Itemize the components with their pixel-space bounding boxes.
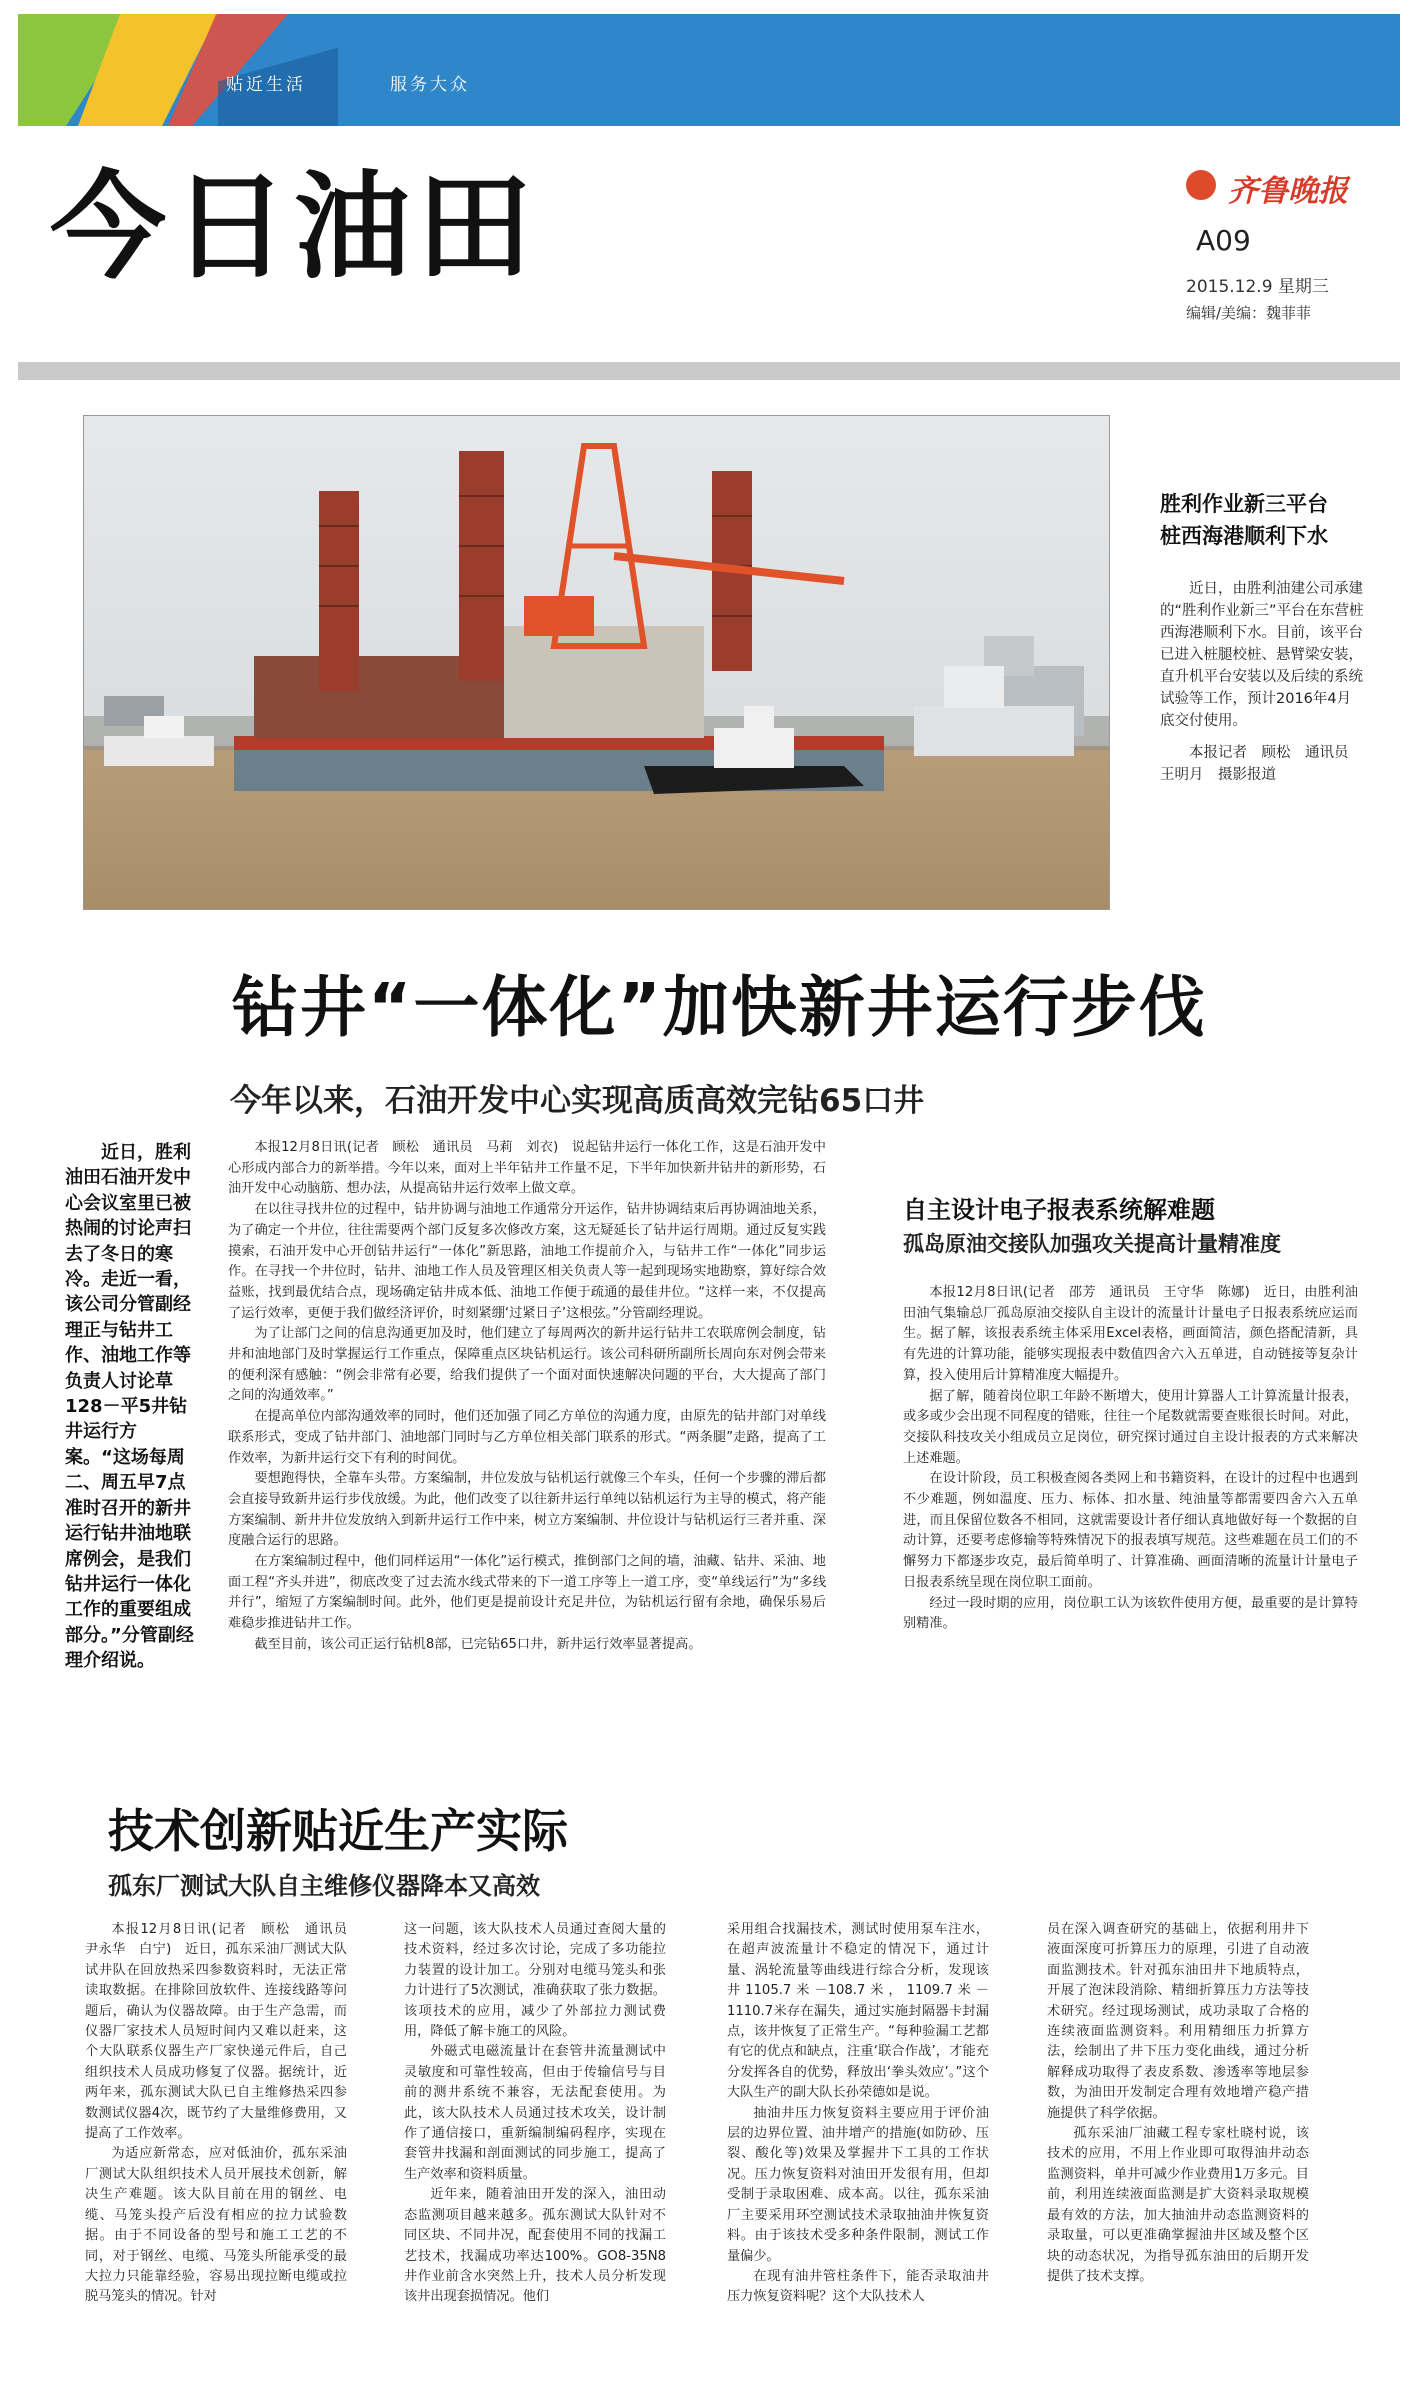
main-article-body bbox=[228, 1138, 826, 1656]
article-paragraph: 抽油井压力恢复资料主要应用于评价油层的边界位置、油井增产的措施(如防砂、压裂、酸化等)效果及掌握井下工具的工作状况。压力恢复资料对油田开发很有用，但却受制于录取困难、成本高。以往，孤东采油厂主要采用环空测试技术录取抽油井恢复资料。由于该技术受多种条件限制，测试工作量偏少。 bbox=[727, 2105, 989, 2264]
article-paragraph: 孤东采油厂油藏工程专家杜晓村说，该技术的应用，不用上作业即可取得油井动态监测资料，单井可减少作业费用1万多元。目前，利用连续液面监测是扩大资料录取规模最有效的方法，加大抽油井动态监测资料的录取量，可以更准确掌握油井区域及整个区块的动态状况，为指导孤东油田的后期开发提供了技术支撑。 bbox=[1047, 2126, 1309, 2284]
article-paragraph: 在设计阶段，员工积极查阅各类网上和书籍资料，在设计的过程中也遇到不少难题，例如温度、压力、标体、扣水量、纯油量等都需要四舍六入五单进，而且保留位数各不相同，这就需要设计者仔细认真地做好每一个数据的自动计算，还要考虑修输等特殊情况下的报表填写规范。这些难题在员工们的不懈努力下都逐步攻克，最后简单明了、计算准确、画面清晰的流量计计量电子日报表系统呈现在岗位职工面前。 bbox=[903, 1471, 1358, 1590]
bottom-subheadline: 孤东厂测试大队自主维修仪器降本又高效 bbox=[108, 1872, 540, 1900]
photo-title-line-2: 桩西海港顺利下水 bbox=[1160, 524, 1328, 548]
banner-slogan-2: 服务大众 bbox=[390, 75, 470, 95]
photo-caption: 近日，由胜利油建公司承建的“胜利作业新三”平台在东营桩西海港顺利下水。目前，该平台已进入桩腿校桩、悬臂梁安装，直升机平台安装以及后续的系统试验等工作，预计2016年4月底交付使用。 bbox=[1160, 581, 1364, 729]
photo-title-line-1: 胜利作业新三平台 bbox=[1160, 492, 1328, 516]
article-paragraph: 为适应新常态，应对低油价，孤东采油厂测试大队组织技术人员开展技术创新，解决生产难题。该大队目前在用的钢丝、电缆、马笼头投产后没有相应的拉力试验数据。由于不同设备的型号和施工工艺的不同，对于钢丝、电缆、马笼头所能承受的最大拉力只能靠经验，容易出现拉断电缆或拉脱马笼头的情况。针对 bbox=[85, 2146, 347, 2305]
article-paragraph: 本报12月8日讯(记者 顾松 通讯员 马莉 刘衣) 说起钻井运行一体化工作，这是石油开发中心形成内部合力的新举措。今年以来，面对上半年钻井工作量不足，下半年加快新井钻井的新形势，石油开发中心动脑筋、想办法，从提高钻井运行效率上做文章。 bbox=[228, 1140, 826, 1197]
article-paragraph: 据了解，随着岗位职工年龄不断增大，使用计算器人工计算流量计报表，或多或少会出现不同程度的错账，往往一个尾数就需要查账很长时间。对此，交接队科技攻关小组成员立足岗位，研究探讨通过自主设计报表的方式来解决上述难题。 bbox=[903, 1388, 1358, 1466]
side-subheadline: 孤岛原油交接队加强攻关提高计量精准度 bbox=[903, 1232, 1281, 1256]
article-paragraph: 经过一段时期的应用，岗位职工认为该软件使用方便，最重要的是计算特别精准。 bbox=[903, 1595, 1358, 1632]
publication-logo: 齐鲁晚报 bbox=[1228, 174, 1348, 209]
article-paragraph: 在现有油井管柱条件下，能否录取油井压力恢复资料呢？这个大队技术人 bbox=[727, 2268, 989, 2305]
issue-date: 2015.12.9 星期三 bbox=[1186, 277, 1329, 297]
article-paragraph: 本报12月8日讯(记者 顾松 通讯员 尹永华 白宁) 近日，孤东采油厂测试大队试井队在回放热采四参数资料时，无法正常读取数据。在排除回放软件、连接线路等问题后，确认为仪器故障。由于生产急需，而仪器厂家技术人员短时间内又难以赶来，这个大队联系仪器生产厂家快递元件后，自己组织技术人员成功修复了仪器。据统计，近两年来，孤东测试大队已自主维修热采四参数测试仪器4次，既节约了大量维修费用，又提高了工作效率。 bbox=[85, 1922, 361, 2142]
article-paragraph: 这一问题，该大队技术人员通过查阅大量的技术资料，经过多次讨论，完成了多功能拉力装置的设计加工。分别对电缆马笼头和张力计进行了5次测试，准确获取了张力数据。该项技术的应用，减少了外部拉力测试费用，降低了解卡施工的风险。 bbox=[404, 1922, 666, 2040]
bottom-headline: 技术创新贴近生产实际 bbox=[108, 1804, 568, 1858]
bottom-article-column-3 bbox=[727, 1920, 989, 2308]
news-photo-platform bbox=[83, 415, 1110, 910]
main-lead: 近日，胜利油田石油开发中心会议室里已被热闹的讨论声扫去了冬日的寒冷。走近一看，该公司分管副经理正与钻井工作、油地工作等负责人讨论草128－平5井钻井运行方案。“这场每周二、周五早7点准时召开的新井运行钻井油地联席例会，是我们钻井运行一体化工作的重要组成部分。”分管副经理介绍说。 bbox=[65, 1142, 194, 1672]
bottom-article-column-2 bbox=[404, 1920, 666, 2308]
article-paragraph: 近年来，随着油田开发的深入，油田动态监测项目越来越多。孤东测试大队针对不同区块、不同井况，配套使用不同的找漏工艺技术，找漏成功率达100%。GO8-35N8井作业前含水突然上升，技术人员分析发现该井出现套损情况。他们 bbox=[404, 2187, 666, 2305]
article-paragraph: 采用组合找漏技术，测试时使用泵车注水，在超声波流量计不稳定的情况下，通过计量、涡轮流量等曲线进行综合分析，发现该井1105.7米－108.7米，1109.7米－1110.7米存在漏失，通过实施封隔器卡封漏点，该井恢复了正常生产。“每种验漏工艺都有它的优点和缺点，注重‘联合作战’，才能充分发挥各自的优势，释放出‘拳头效应’。”这个大队生产的副大队长孙荣德如是说。 bbox=[727, 1922, 989, 2101]
article-paragraph: 员在深入调查研究的基础上，依据利用井下液面深度可折算压力的原理，引进了自动液面监测技术。针对孤东油田井下地质特点，开展了泡沫段消除、精细折算压力方法等技术研究。经过现场测试，成功录取了合格的连续液面监测资料。利用精细压力折算方法，绘制出了井下压力变化曲线，通过分析解释成功取得了表皮系数、渗透率等地层参数，为油田开发制定合理有效地增产稳产措施提供了科学依据。 bbox=[1047, 1922, 1309, 2121]
banner-slogan-1: 贴近生活 bbox=[226, 75, 306, 95]
editor-credit: 编辑/美编：魏菲菲 bbox=[1186, 304, 1312, 322]
article-paragraph: 截至目前，该公司正运行钻机8部，已完钻65口井，新井运行效率显著提高。 bbox=[254, 1636, 702, 1652]
bottom-article-column-4 bbox=[1047, 1920, 1309, 2287]
photo-story-title bbox=[1160, 488, 1380, 552]
photo-credit: 本报记者 顾松 通讯员 王明月 摄影报道 bbox=[1160, 745, 1363, 783]
side-article-body bbox=[903, 1283, 1358, 1635]
main-headline: 钻井“一体化”加快新井运行步伐 bbox=[232, 969, 1207, 1046]
article-paragraph: 本报12月8日讯(记者 邵芳 通讯员 王守华 陈娜) 近日，由胜利油田油气集输总厂孤岛原油交接队自主设计的流量计计量电子日报表系统应运而生。据了解，该报表系统主体采用Excel表格，画面简洁，颜色搭配清新，具有先进的计算功能，能够实现报表中数值四舍六入五单进，自动链接等复杂计算，投入使用后计算精准度大幅提升。 bbox=[903, 1285, 1358, 1383]
article-paragraph: 为了让部门之间的信息沟通更加及时，他们建立了每周两次的新井运行钻井工农联席例会制度，钻井和油地部门及时掌握运行工作重点，保障重点区块钻机运行。该公司科研所副所长周向东对例会带来的便利深有感触：“例会非常有必要，给我们提供了一个面对面快速解决问题的平台，大大提高了部门之间的沟通效率。” bbox=[228, 1326, 826, 1404]
article-paragraph: 在以往寻找井位的过程中，钻井协调与油地工作通常分开运作，钻井协调结束后再协调油地关系，为了确定一个井位，往往需要两个部门反复多次修改方案，这无疑延长了钻井运行周期。通过反复实践摸索，石油开发中心开创钻井运行“一体化”新思路，油地工作提前介入，与钻井工作“一体化”同步运作。在寻找一个井位时，钻井、油地工作人员及管理区相关负责人等一起到现场实地勘察，算好综合效益账，找到最优结合点，现场确定钻井成本低、油地工作便于疏通的最佳井位。“这样一来，不仅提高了运行效率，更便于我们做经济评价，时刻紧绷‘过紧日子’这根弦。”分管副经理说。 bbox=[228, 1202, 826, 1321]
article-paragraph: 外磁式电磁流量计在套管井流量测试中灵敏度和可靠性较高，但由于传输信号与目前的测井系统不兼容，无法配套使用。为此，该大队技术人员通过技术攻关，设计制作了通信接口，重新编制编码程序，实现在套管井找漏和剖面测试的同步施工，提高了生产效率和资料质量。 bbox=[404, 2044, 666, 2182]
header-divider bbox=[18, 362, 1400, 380]
side-headline: 自主设计电子报表系统解难题 bbox=[903, 1196, 1215, 1224]
platform-illustration bbox=[84, 416, 1110, 910]
main-subheadline: 今年以来，石油开发中心实现高质高效完钻65口井 bbox=[230, 1083, 925, 1119]
bottom-article-column-1 bbox=[85, 1920, 361, 2308]
article-paragraph: 在方案编制过程中，他们同样运用“一体化”运行模式，推倒部门之间的墙，油藏、钻井、采油、地面工程“齐头并进”，彻底改变了过去流水线式带来的下一道工序等上一道工序，变“单线运行”为“多线并行”，缩短了方案编制时间。此外，他们更是提前设计充足井位，为钻机运行留有余地，确保乐易后难稳步推进钻井工作。 bbox=[228, 1554, 826, 1632]
article-paragraph: 在提高单位内部沟通效率的同时，他们还加强了同乙方单位的沟通力度，由原先的钻井部门对单线联系形式，变成了钻井部门、油地部门同时与乙方单位相关部门联系的形式。“两条腿”走路，提高了工作效率，为新井运行交下有利的时间优。 bbox=[228, 1409, 826, 1466]
page-number: A09 bbox=[1196, 224, 1251, 257]
logo-mark-icon bbox=[1186, 170, 1216, 200]
page-title: 今日油田 bbox=[50, 160, 538, 295]
top-banner bbox=[18, 14, 1400, 126]
article-paragraph: 要想跑得快，全靠车头带。方案编制，井位发放与钻机运行就像三个车头，任何一个步骤的滞后都会直接导致新井运行步伐放缓。为此，他们改变了以往新井运行单纯以钻机运行为主导的模式，将产能方案编制、新井井位发放纳入到新井运行工作中来，树立方案编制、井位设计与钻机运行三者并重、深度融合运行的思路。 bbox=[228, 1471, 826, 1549]
